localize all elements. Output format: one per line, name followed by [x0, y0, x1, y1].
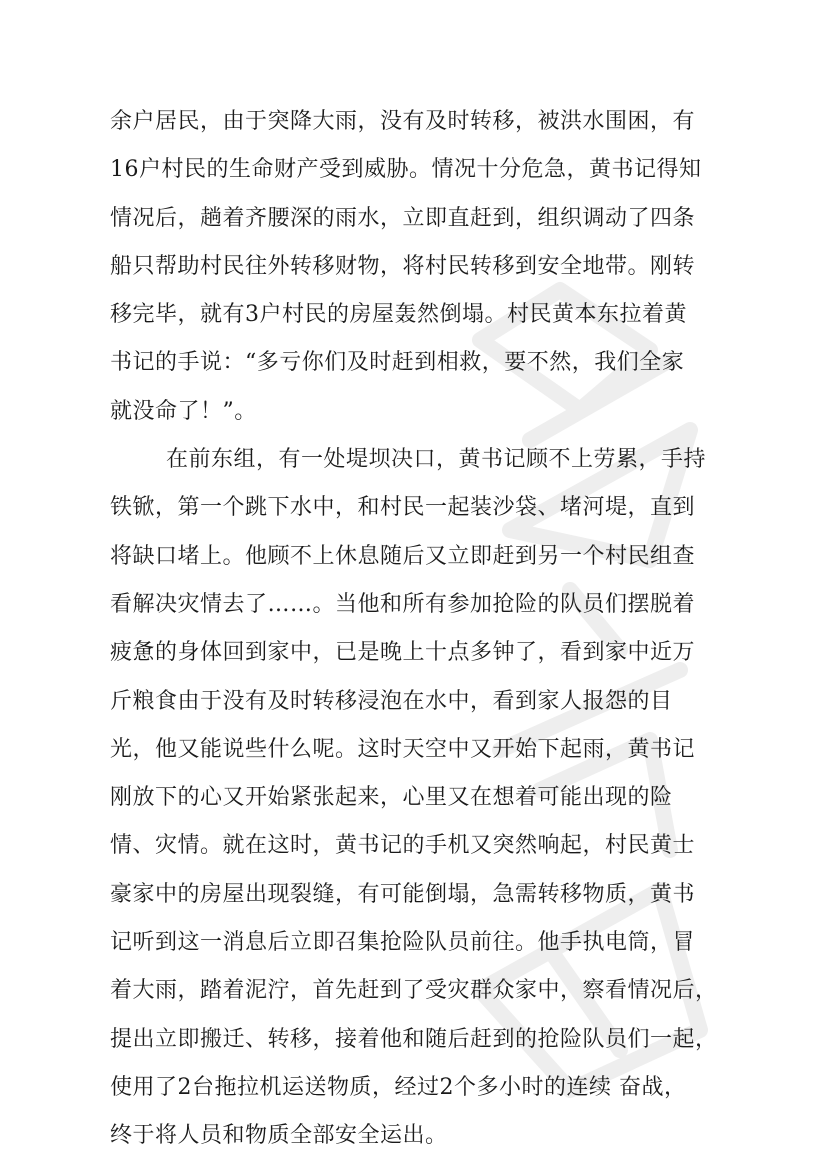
text-line: 豪家中的房屋出现裂缝，有可能倒塌，急需转移物质，黄书 [110, 881, 696, 907]
text-line: 使用了2台拖拉机运送物质，经过2个多小时的连续 奋战， [110, 1074, 687, 1100]
text-line: 终于将人员和物质全部安全运出。 [110, 1123, 448, 1149]
text-line: 着大雨，踏着泥泞，首先赶到了受灾群众家中，察看情况后， [110, 978, 718, 1004]
text-line: 记听到这一消息后立即召集抢险队员前往。他手执电筒，冒 [110, 930, 696, 956]
document-body [110, 98, 730, 1161]
text-line: 移完毕，就有3户村民的房屋轰然倒塌。村民黄本东拉着黄 [110, 302, 687, 328]
text-line: 看解决灾情去了……。当他和所有参加抢险的队员们摆脱着 [110, 591, 696, 617]
text-line: 疲惫的身体回到家中，已是晚上十点多钟了，看到家中近万 [110, 640, 696, 666]
paragraph [110, 436, 730, 1160]
text-line: 光，他又能说些什么呢。这时天空中又开始下起雨，黄书记 [110, 736, 696, 762]
text-line: 刚放下的心又开始紧张起来，心里又在想着可能出现的险 [110, 785, 673, 811]
text-line: 情况后，趟着齐腰深的雨水，立即直赶到，组织调动了四条 [110, 205, 696, 231]
text-line: 在前东组，有一处堤坝决口，黄书记顾不上劳累，手持 [166, 447, 707, 473]
text-line: 16户村民的生命财产受到威胁。情况十分危急，黄书记得知 [110, 157, 702, 183]
paragraph [110, 98, 730, 436]
text-line: 斤粮食由于没有及时转移浸泡在水中，看到家人报怨的目 [110, 688, 673, 714]
text-line: 就没命了！”。 [110, 398, 257, 424]
text-line: 余户居民，由于突降大雨，没有及时转移，被洪水围困，有 [110, 109, 696, 134]
text-line: 将缺口堵上。他顾不上休息随后又立即赶到另一个村民组查 [110, 543, 696, 569]
text-line: 情、灾情。就在这时，黄书记的手机又突然响起，村民黄士 [110, 833, 696, 859]
text-line: 船只帮助村民往外转移财物，将村民转移到安全地带。刚转 [110, 253, 696, 279]
text-line: 提出立即搬迁、转移，接着他和随后赶到的抢险队员们一起， [110, 1026, 718, 1052]
text-line: 书记的手说：“多亏你们及时赶到相救，要不然，我们全家 [110, 350, 685, 376]
text-line: 铁锨，第一个跳下水中，和村民一起装沙袋、堵河堤，直到 [110, 495, 696, 521]
